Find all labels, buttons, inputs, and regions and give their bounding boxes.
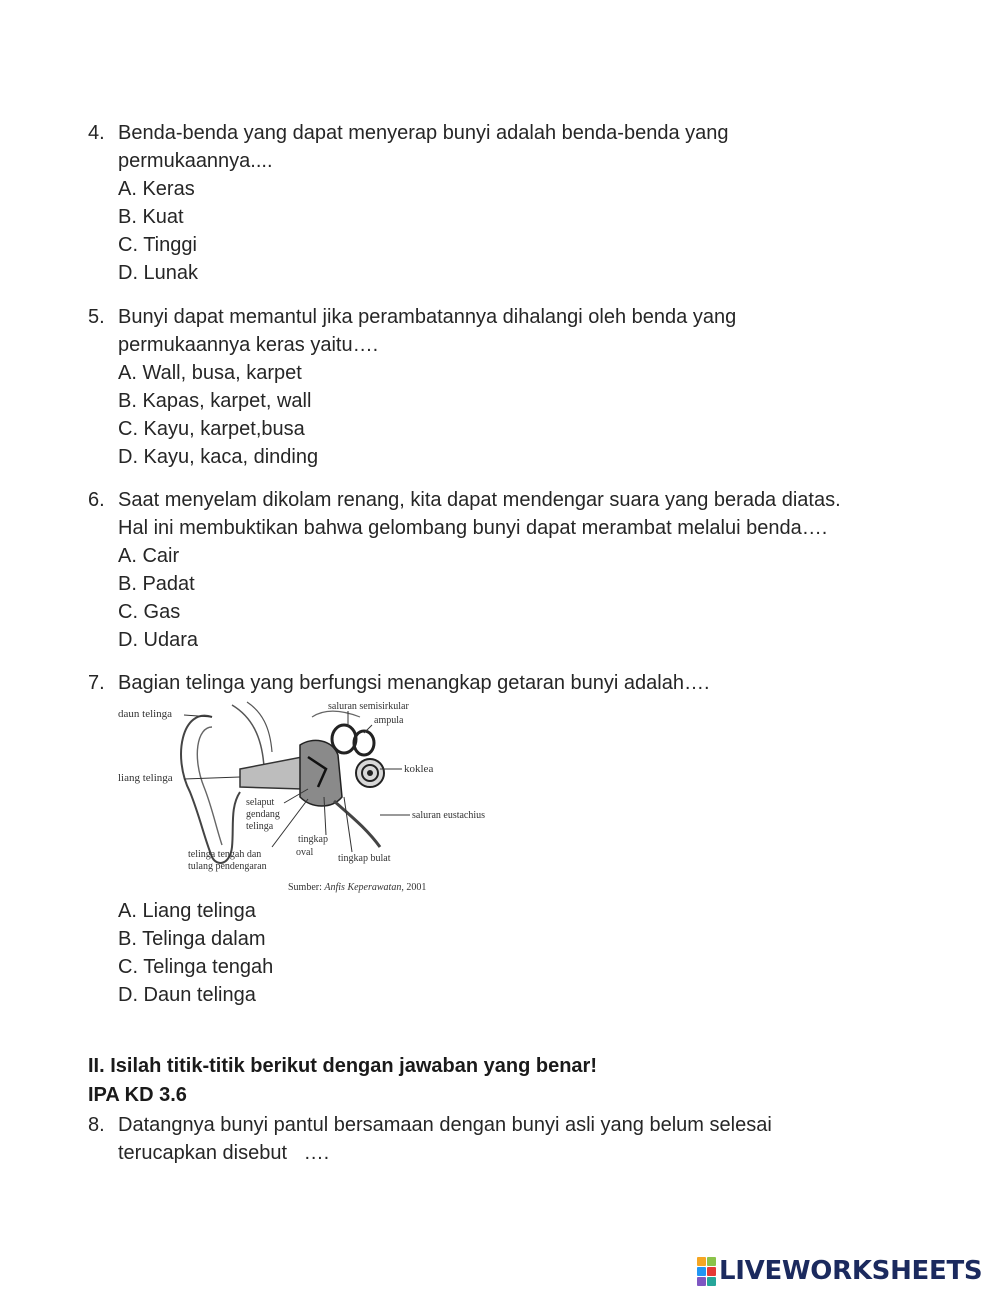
question-text: Hal ini membuktikan bahwa gelombang bunyi dapat merambat melalui benda…. [118,517,828,539]
logo-wordmark: LIVEWORKSHEETS [719,1256,983,1286]
label-daun-telinga: daun telinga [118,708,173,720]
option-c: C. Kayu, karpet,busa [118,418,305,440]
label-saluran-semisirkular: saluran semisirkular [328,701,409,712]
question-number: 7. [88,672,105,694]
label-gendang: gendang [246,809,280,820]
question-text: permukaannya.... [118,150,273,172]
question-number: 5. [88,306,105,328]
label-tingkap-oval-1: tingkap [298,834,328,845]
label-tingkap-oval-2: oval [296,847,314,858]
option-c: C. Telinga tengah [118,956,274,978]
option-b: B. Padat [118,573,195,595]
option-d: D. Kayu, kaca, dinding [118,446,319,468]
label-tingkap-bulat: tingkap bulat [338,853,391,864]
question-5 [88,303,928,471]
question-6 [88,486,928,654]
ear-canal-shape [240,757,302,789]
question-text: Bagian telinga yang berfungsi menangkap getaran bunyi adalah…. [118,672,710,694]
option-a: A. Liang telinga [118,900,256,922]
section-subtitle: IPA KD 3.6 [88,1084,187,1106]
label-liang-telinga: liang telinga [118,772,173,784]
question-text: Saat menyelam dikolam renang, kita dapat mendengar suara yang berada diatas. [118,489,841,511]
option-a: A. Wall, busa, karpet [118,362,302,384]
logo-mark-icon [697,1257,716,1286]
option-a: A. Keras [118,178,195,200]
option-d: D. Udara [118,629,199,651]
question-7 [88,669,928,697]
section-title: II. Isilah titik-titik berikut dengan jawaban yang benar! [88,1055,597,1077]
question-text: terucapkan disebut …. [118,1142,330,1164]
question-text: Datangnya bunyi pantul bersamaan dengan bunyi asli yang belum selesai [118,1114,772,1136]
diagram-source: Sumber: Anfis Keperawatan, 2001 [288,882,427,893]
question-7-options [88,897,928,1009]
question-text: Benda-benda yang dapat menyerap bunyi adalah benda-benda yang [118,122,729,144]
label-telinga: telinga [246,821,274,832]
option-c: C. Tinggi [118,234,197,256]
liveworksheets-logo [697,1254,982,1288]
label-ampula: ampula [374,715,404,726]
eustachian-tube-shape [334,801,380,847]
question-number: 8. [88,1114,105,1136]
pinna-shape [181,716,240,863]
option-b: B. Kapas, karpet, wall [118,390,312,412]
label-selaput: selaput [246,797,275,808]
question-text: permukaannya keras yaitu…. [118,334,379,356]
label-telinga-tengah-2: tulang pendengaran [188,861,267,872]
label-koklea: koklea [404,763,434,775]
ear-diagram-svg [112,697,492,897]
question-8 [88,1111,928,1167]
option-b: B. Kuat [118,206,184,228]
ear-diagram [112,697,492,897]
label-saluran-eustachius: saluran eustachius [412,810,486,821]
question-4 [88,119,928,287]
option-d: D. Daun telinga [118,984,256,1006]
question-number: 4. [88,122,105,144]
option-c: C. Gas [118,601,181,623]
question-text: Bunyi dapat memantul jika perambatannya dihalangi oleh benda yang [118,306,737,328]
option-d: D. Lunak [118,262,199,284]
question-number: 6. [88,489,105,511]
semicircular-canal-shape [332,725,356,753]
option-a: A. Cair [118,545,180,567]
label-telinga-tengah-1: telinga tengah dan [188,849,262,860]
option-b: B. Telinga dalam [118,928,266,950]
